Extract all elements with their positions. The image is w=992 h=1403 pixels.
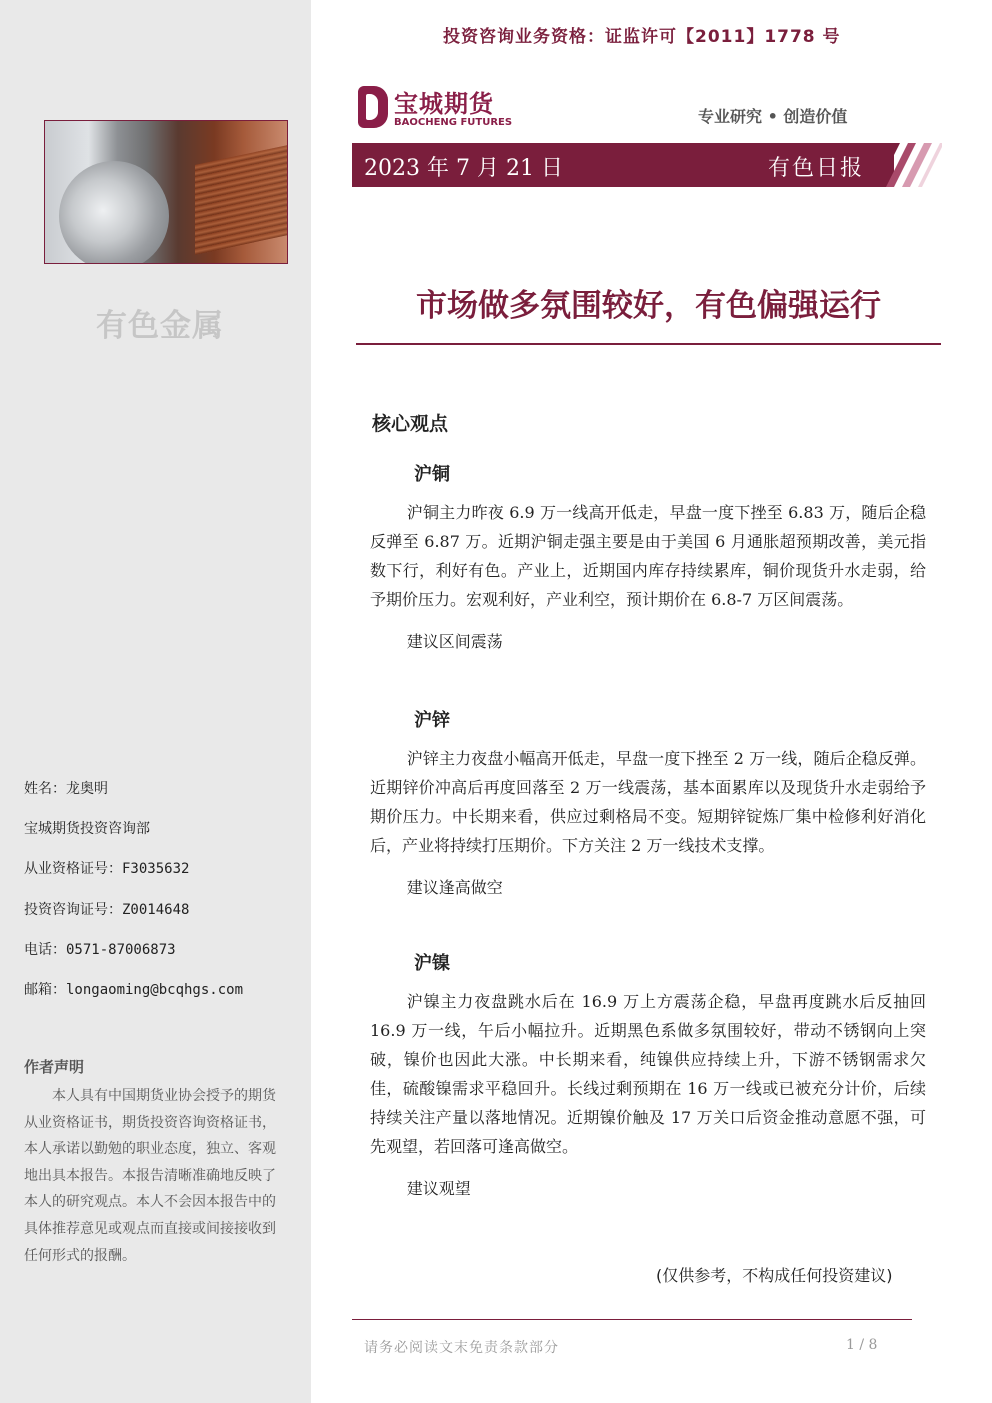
section-copper <box>370 460 926 656</box>
analyst-department: 宝城期货投资咨询部 <box>24 821 150 838</box>
headline: 市场做多氛围较好，有色偏强运行 <box>416 288 881 324</box>
metal-roll-image <box>59 161 169 264</box>
analyst-consult-license: 投资咨询证号：Z0014648 <box>24 901 190 918</box>
declaration-title: 作者声明 <box>24 1058 85 1076</box>
logo-mark-icon <box>358 86 388 128</box>
copper-coil-image <box>195 137 288 255</box>
disclaimer: (仅供参考，不构成任何投资建议) <box>656 1266 893 1285</box>
analyst-license: 从业资格证号：F3035632 <box>24 861 190 878</box>
core-views-title: 核心观点 <box>372 413 449 435</box>
section-zinc <box>370 706 926 902</box>
slogan: 专业研究 • 创造价值 <box>698 107 848 126</box>
analyst-contact <box>24 778 243 1019</box>
section-body: 沪锌主力夜盘小幅高开低走，早盘一度下挫至 2 万一线，随后企稳反弹。近期锌价冲高后再度回落至 2 万一线震荡，基本面累库以及现货升水走弱给予期价压力。中长期来看，供应过剩格局不变。短期锌锭炼厂集中检修利好消化后，产业将持续打压期价。下方关注 2 万一线技术支撑。 <box>370 749 926 855</box>
sidebar <box>0 0 311 1403</box>
footer-notice: 请务必阅读文末免责条款部分 <box>364 1340 559 1356</box>
page-number: 1 / 8 <box>846 1337 878 1353</box>
section-nickel <box>370 949 926 1203</box>
company-logo <box>358 84 528 134</box>
analyst-name: 姓名：龙奥明 <box>24 781 108 797</box>
analyst-phone: 电话：0571-87006873 <box>24 941 176 958</box>
report-date: 2023 年 7 月 21 日 <box>364 156 563 181</box>
report-type: 有色日报 <box>767 156 864 181</box>
banner-stripes-decoration <box>860 143 942 187</box>
analyst-email: 邮箱：longaoming@bcqhgs.com <box>24 981 244 998</box>
cover-photo <box>44 120 288 264</box>
footer-divider <box>352 1319 912 1320</box>
title-divider <box>356 343 941 345</box>
section-body: 沪铜主力昨夜 6.9 万一线高开低走，早盘一度下挫至 6.83 万，随后企稳反弹至 6.87 万。近期沪铜走强主要是由于美国 6 月通胀超预期改善，美元指数下行，利好有色。产业上，近期国内库存持续累库，铜价现货升水走弱，给予期价压力。宏观利好，产业利空，预计期价在 6.8-7 万区间震荡。 <box>370 503 926 609</box>
section-advice: 建议区间震荡 <box>406 632 503 651</box>
logo-english-name: BAOCHENG FUTURES <box>394 117 513 128</box>
report-banner <box>352 143 894 187</box>
sector-label: 有色金属 <box>96 308 224 344</box>
section-advice: 建议逢高做空 <box>406 878 503 897</box>
qualification-line: 投资咨询业务资格：证监许可【2011】1778 号 <box>443 27 841 47</box>
section-body: 沪镍主力夜盘跳水后在 16.9 万上方震荡企稳，早盘再度跳水后反抽回 16.9 万一线，午后小幅拉升。近期黑色系做多氛围较好，带动不锈钢向上突破，镍价也因此大涨。中长期来看，纯镍供应持续上升，下游不锈钢需求欠佳，硫酸镍需求平稳回升。长线过剩预期在 16 万一线或已被充分计价，后续持续关注产量以落地情况。近期镍价触及 17 万关口后资金推动意愿不强，可先观望，若回落可逢高做空。 <box>370 992 926 1156</box>
section-title: 沪铜 <box>414 464 450 485</box>
logo-chinese-name: 宝城期货 <box>394 90 494 118</box>
section-advice: 建议观望 <box>406 1179 471 1198</box>
section-title: 沪锌 <box>414 710 450 731</box>
section-title: 沪镍 <box>414 953 450 974</box>
declaration-body: 本人具有中国期货业协会授予的期货从业资格证书，期货投资咨询资格证书，本人承诺以勤勉的职业态度，独立、客观地出具本报告。本报告清晰准确地反映了本人的研究观点。本人不会因本报告中的具体推荐意见或观点而直接或间接接收到任何形式的报酬。 <box>24 1088 276 1264</box>
